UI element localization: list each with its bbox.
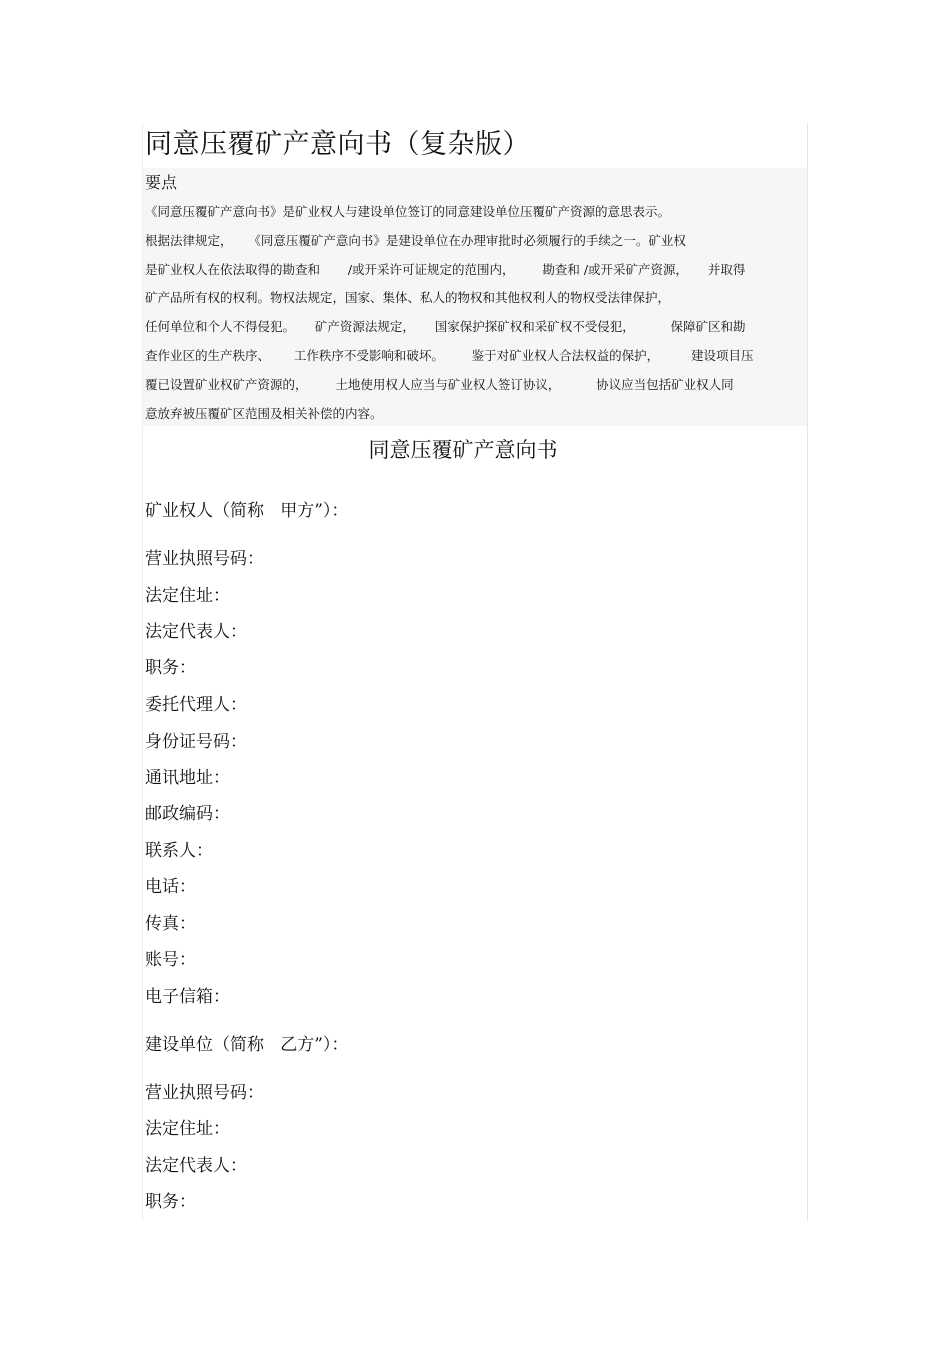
summary-line: 《同意压覆矿产意向书》是矿业权人与建设单位签订的同意建设单位压覆矿产资源的意思表示。 bbox=[145, 204, 671, 219]
party-a-field: 电话： bbox=[145, 877, 196, 897]
letter-title: 同意压覆矿产意向书 bbox=[368, 438, 558, 462]
party-a-field: 法定住址： bbox=[145, 586, 230, 606]
party-a-field: 电子信箱： bbox=[145, 987, 230, 1007]
summary-line: 是矿业权人在依法取得的勘查和 /或开采许可证规定的范围内， 勘查和 /或开采矿产资源， 并取得 bbox=[145, 262, 746, 277]
summary-heading: 要点 bbox=[145, 173, 178, 192]
document-page bbox=[142, 123, 808, 1221]
summary-box bbox=[143, 168, 807, 426]
party-a-heading: 矿业权人（简称 甲方”）： bbox=[145, 501, 349, 521]
party-b-heading: 建设单位（简称 乙方”）： bbox=[145, 1035, 349, 1055]
party-a-field: 账号： bbox=[145, 950, 196, 970]
party-b-field: 营业执照号码： bbox=[145, 1083, 264, 1103]
summary-line: 任何单位和个人不得侵犯。 矿产资源法规定， 国家保护探矿权和采矿权不受侵犯， 保障矿区和勘 bbox=[145, 319, 746, 334]
summary-line: 根据法律规定， 《同意压覆矿产意向书》是建设单位在办理审批时必须履行的手续之一。矿业权 bbox=[145, 233, 686, 248]
summary-line: 意放弃被压覆矿区范围及相关补偿的内容。 bbox=[145, 406, 383, 421]
party-a-field: 营业执照号码： bbox=[145, 549, 264, 569]
party-b-field: 法定住址： bbox=[145, 1119, 230, 1139]
summary-line: 矿产品所有权的权利。物权法规定，国家、集体、私人的物权和其他权利人的物权受法律保护， bbox=[145, 290, 671, 305]
party-a-field: 传真： bbox=[145, 914, 196, 934]
party-a-field: 法定代表人： bbox=[145, 622, 247, 642]
party-b-field: 职务： bbox=[145, 1192, 196, 1212]
summary-line: 覆已设置矿业权矿产资源的， 土地使用权人应当与矿业权人签订协议， 协议应当包括矿业权人同 bbox=[145, 377, 734, 392]
document-title: 同意压覆矿产意向书（复杂版） bbox=[145, 129, 530, 160]
party-a-field: 身份证号码： bbox=[145, 732, 247, 752]
party-a-field: 委托代理人： bbox=[145, 695, 247, 715]
party-a-field: 通讯地址： bbox=[145, 768, 230, 788]
party-b-field: 法定代表人： bbox=[145, 1156, 247, 1176]
party-a-field: 联系人： bbox=[145, 841, 213, 861]
party-a-field: 邮政编码： bbox=[145, 804, 230, 824]
summary-line: 查作业区的生产秩序、 工作秩序不受影响和破坏。 鉴于对矿业权人合法权益的保护， 建设项目压 bbox=[145, 348, 754, 363]
party-a-field: 职务： bbox=[145, 658, 196, 678]
